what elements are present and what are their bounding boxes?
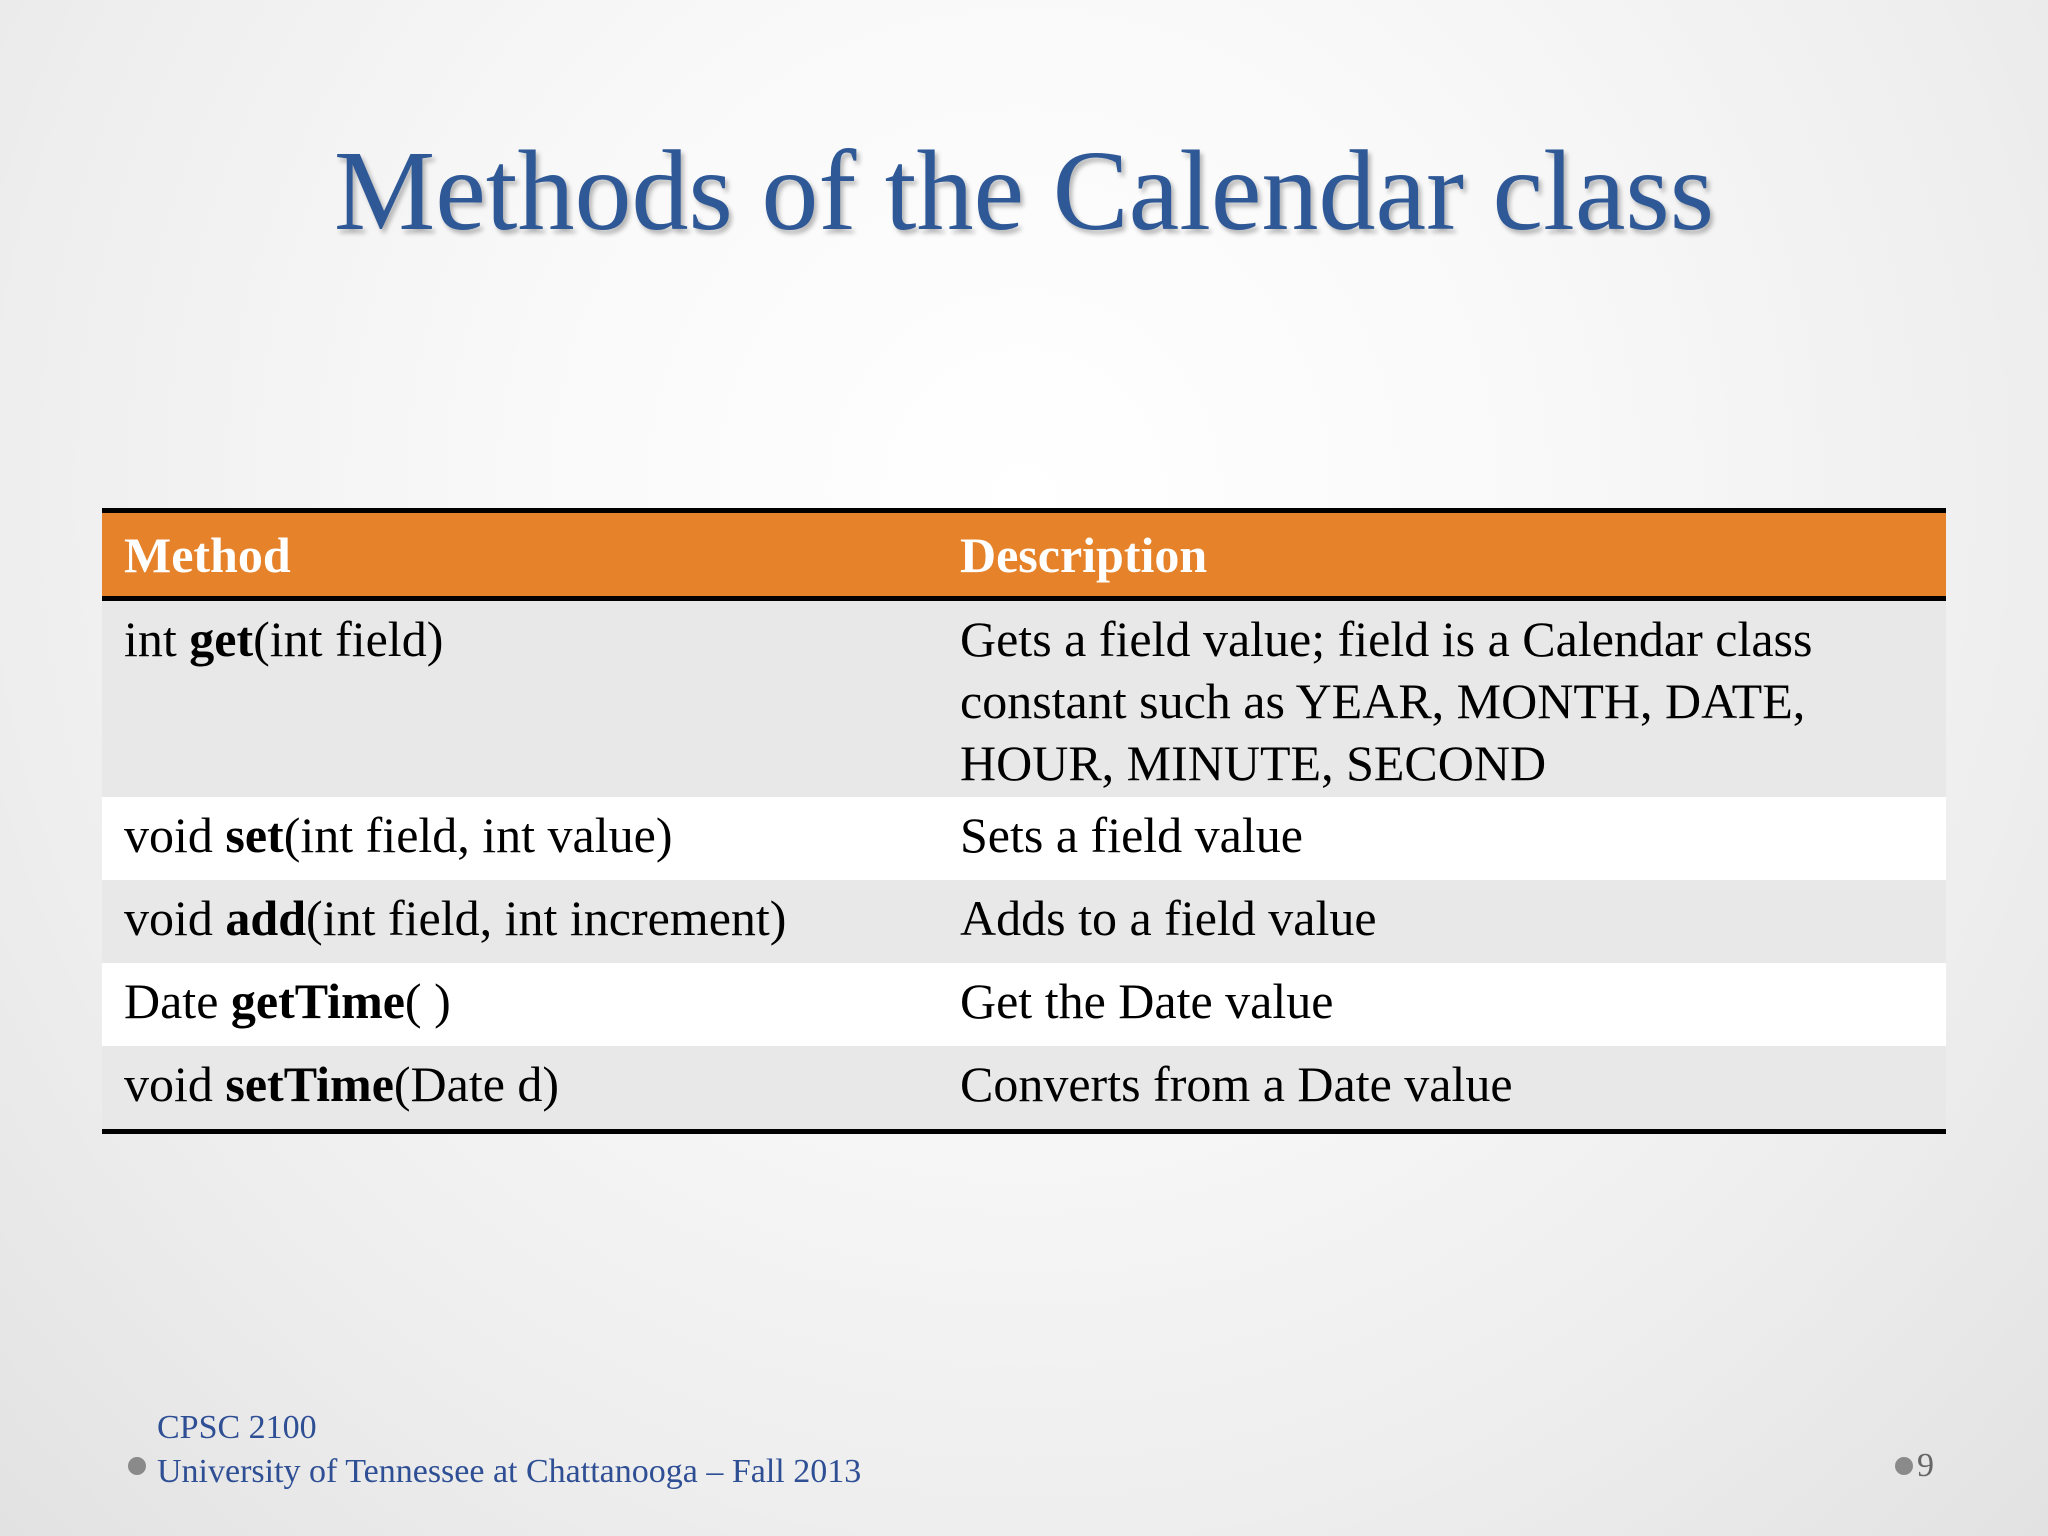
method-return-type: Date	[124, 972, 231, 1029]
method-params: (int field, int increment)	[306, 889, 787, 946]
method-params: (int field, int value)	[283, 806, 673, 863]
header-method: Method	[102, 513, 938, 599]
method-cell	[102, 599, 938, 797]
description-cell: Adds to a field value	[938, 880, 1946, 963]
footer-bullet-icon	[128, 1457, 146, 1475]
method-name: add	[225, 889, 307, 946]
method-name: setTime	[225, 1055, 394, 1112]
method-return-type: void	[124, 806, 226, 863]
methods-table-grid	[102, 513, 1946, 1129]
method-name: getTime	[230, 972, 405, 1029]
method-return-type: void	[124, 889, 226, 946]
method-cell	[102, 880, 938, 963]
description-cell: Sets a field value	[938, 797, 1946, 880]
table-row	[102, 599, 1946, 797]
description-cell: Gets a field value; field is a Calendar class constant such as YEAR, MONTH, DATE, HOUR, MINUTE, SECOND	[938, 599, 1946, 797]
method-return-type: int	[124, 611, 190, 667]
table-header-row	[102, 513, 1946, 599]
methods-table	[102, 508, 1946, 1134]
method-params: (Date d)	[393, 1055, 560, 1112]
footer-institution: University of Tennessee at Chattanooga – Fall 2013	[157, 1453, 862, 1490]
method-return-type: void	[124, 1055, 226, 1112]
method-name: get	[189, 611, 254, 667]
method-params: ( )	[404, 972, 451, 1029]
method-name: set	[225, 806, 284, 863]
page-number: 9	[1917, 1447, 1934, 1484]
footer-course: CPSC 2100	[157, 1409, 317, 1446]
page-number-bullet-icon	[1895, 1457, 1913, 1475]
description-cell: Converts from a Date value	[938, 1046, 1946, 1129]
method-cell	[102, 797, 938, 880]
description-cell: Get the Date value	[938, 963, 1946, 1046]
method-params: (int field)	[253, 611, 444, 667]
table-row	[102, 1046, 1946, 1129]
table-row	[102, 963, 1946, 1046]
method-cell	[102, 1046, 938, 1129]
table-row	[102, 880, 1946, 963]
table-row	[102, 797, 1946, 880]
method-cell	[102, 963, 938, 1046]
slide-footer	[157, 1406, 861, 1494]
header-description: Description	[938, 513, 1946, 599]
slide-title: Methods of the Calendar class	[333, 127, 1715, 254]
